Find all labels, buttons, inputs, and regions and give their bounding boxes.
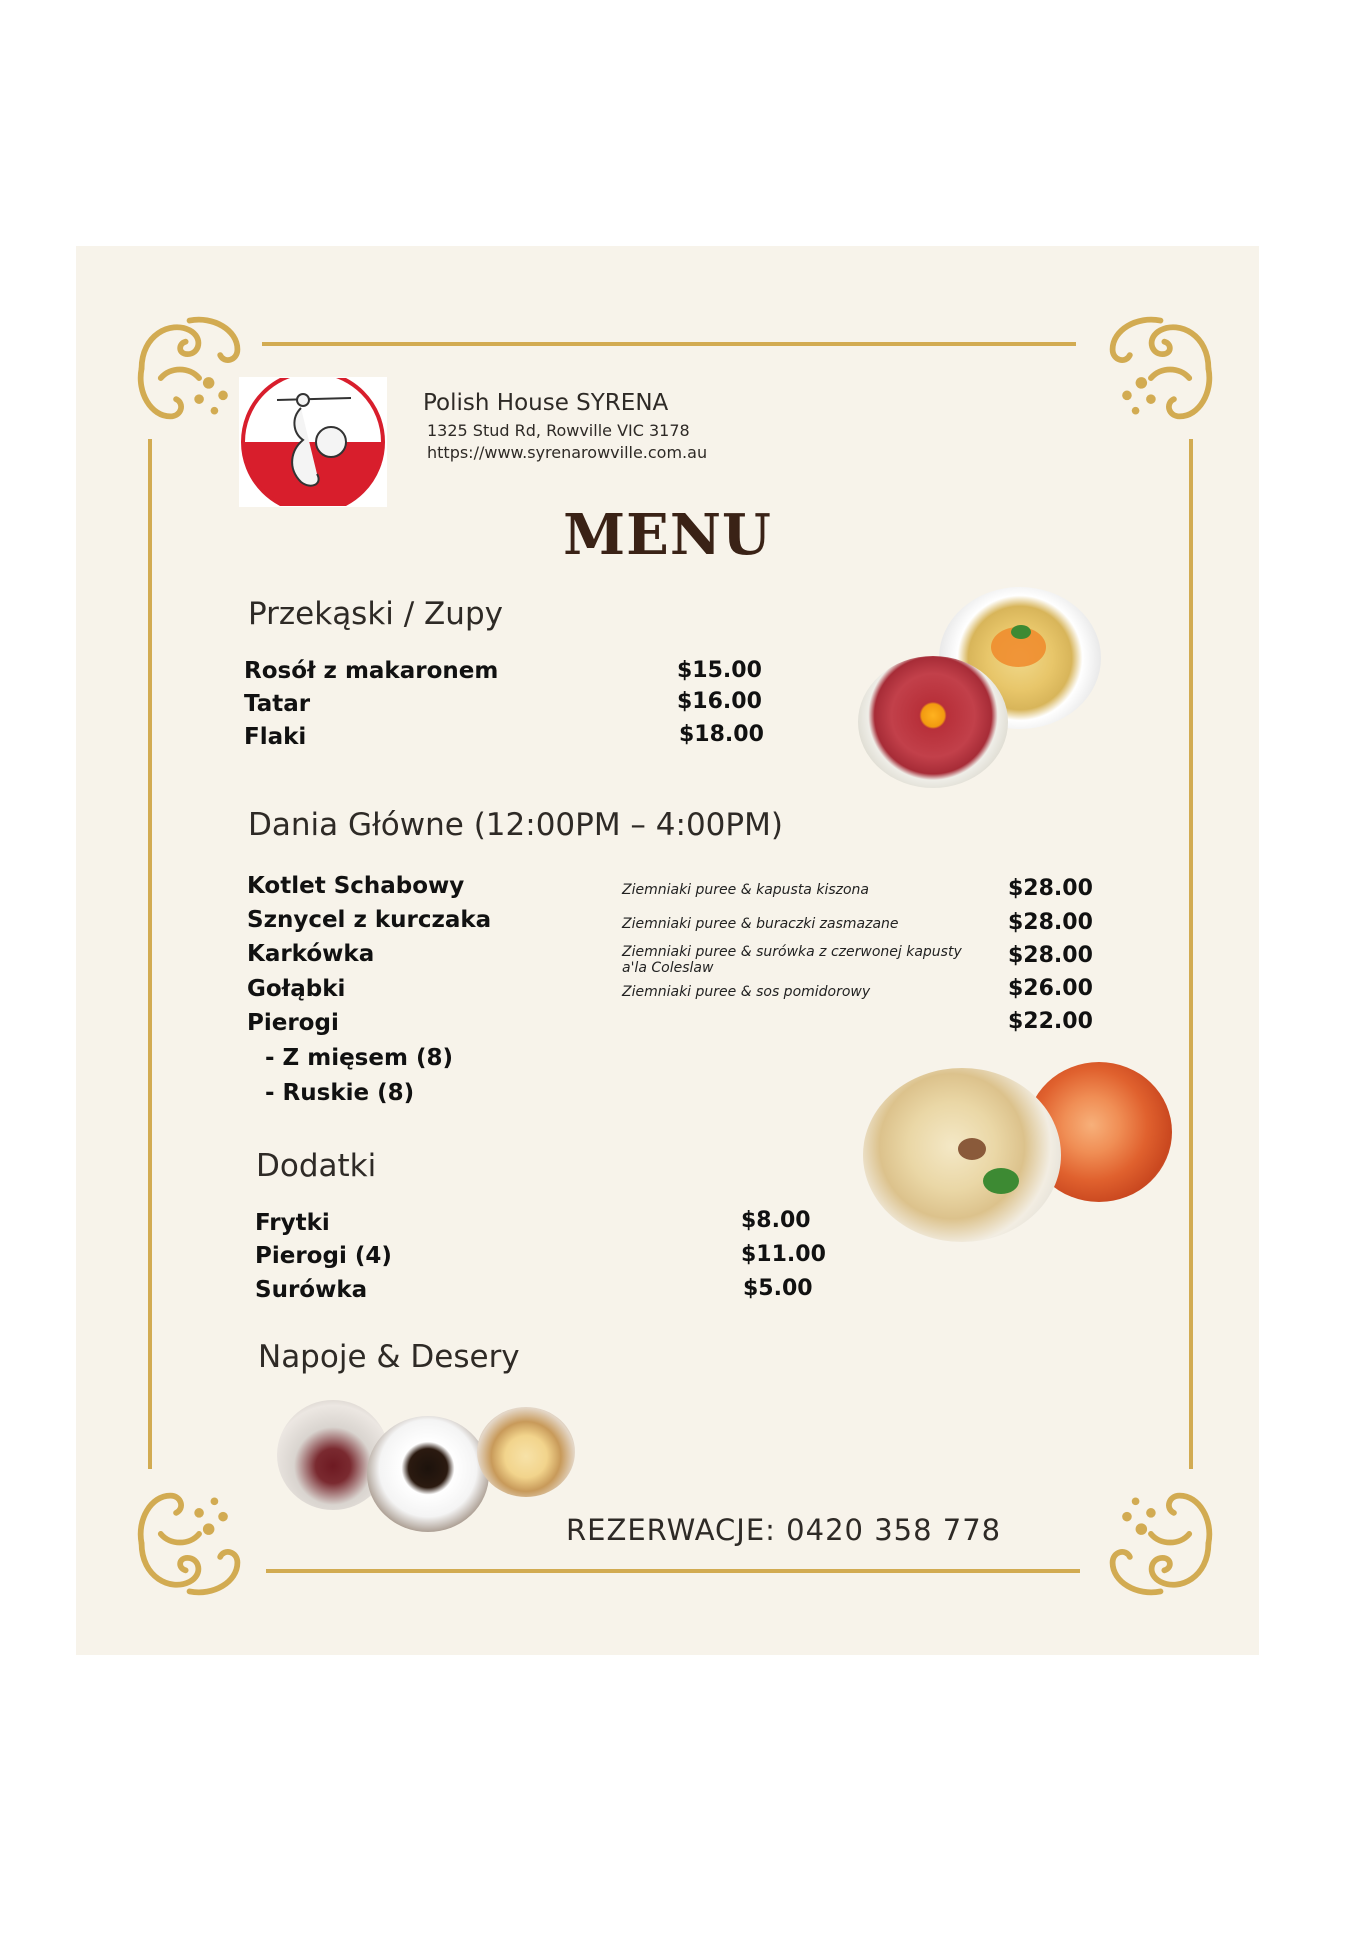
frame-left-line	[148, 439, 152, 1469]
menu-item-description: Ziemniaki puree & kapusta kiszona	[622, 882, 869, 898]
menu-item-price: $28.00	[1008, 943, 1093, 968]
logo-box	[239, 377, 387, 507]
reservation-phone[interactable]: REZERWACJE: 0420 358 778	[566, 1513, 1002, 1547]
flourish-ornament-icon	[132, 1486, 247, 1601]
menu-item-name: Flaki	[244, 724, 307, 750]
menu-item-price: $16.00	[677, 689, 762, 714]
flourish-ornament-icon	[132, 311, 247, 426]
cheesecake-photo	[477, 1407, 575, 1497]
menu-item-name: Kotlet Schabowy	[247, 873, 465, 899]
menu-sub-item: - Z mięsem (8)	[265, 1045, 453, 1071]
menu-item-name: Karkówka	[247, 941, 375, 967]
menu-item-name: Pierogi (4)	[255, 1243, 392, 1269]
menu-item-price: $8.00	[741, 1208, 811, 1233]
frame-top-line	[262, 342, 1076, 346]
menu-item-price: $11.00	[741, 1242, 826, 1267]
menu-item-name: Frytki	[255, 1210, 330, 1236]
frame-right-line	[1189, 439, 1193, 1469]
menu-item-name: Rosół z makaronem	[244, 658, 499, 684]
menu-item-price: $5.00	[743, 1276, 813, 1301]
section-title-drinks: Napoje & Desery	[258, 1339, 520, 1375]
menu-title: MENU	[563, 502, 772, 568]
flourish-ornament-icon	[1103, 1486, 1218, 1601]
menu-sub-item: - Ruskie (8)	[265, 1080, 415, 1106]
menu-item-name: Sznycel z kurczaka	[247, 907, 492, 933]
menu-card	[76, 246, 1259, 1655]
tartare-photo	[858, 656, 1008, 788]
restaurant-name: Polish House SYRENA	[423, 390, 669, 416]
menu-item-description: Ziemniaki puree & surówka z czerwonej kapusty a'la Coleslaw	[622, 944, 962, 976]
frame-bottom-line	[266, 1569, 1080, 1573]
menu-item-name: Pierogi	[247, 1010, 339, 1036]
menu-item-price: $18.00	[679, 722, 764, 747]
menu-item-price: $26.00	[1008, 976, 1093, 1001]
menu-item-description: Ziemniaki puree & sos pomidorowy	[622, 984, 871, 1000]
menu-item-description: Ziemniaki puree & buraczki zasmazane	[622, 916, 899, 932]
menu-item-price: $22.00	[1008, 1009, 1093, 1034]
menu-item-name: Tatar	[244, 691, 311, 717]
pierogi-photo	[863, 1068, 1061, 1242]
section-title-sides: Dodatki	[256, 1148, 377, 1184]
menu-item-price: $15.00	[677, 658, 762, 683]
section-title-appetizers: Przekąski / Zupy	[248, 596, 503, 632]
restaurant-address: 1325 Stud Rd, Rowville VIC 3178	[427, 421, 690, 440]
menu-item-price: $28.00	[1008, 876, 1093, 901]
restaurant-website[interactable]: https://www.syrenarowville.com.au	[427, 443, 708, 462]
section-title-mains: Dania Główne (12:00PM – 4:00PM)	[248, 807, 783, 843]
flourish-ornament-icon	[1103, 311, 1218, 426]
menu-item-name: Surówka	[255, 1277, 368, 1303]
menu-item-name: Gołąbki	[247, 976, 346, 1002]
mermaid-crest-logo-icon	[241, 378, 385, 506]
coffee-photo	[367, 1416, 489, 1532]
menu-item-price: $28.00	[1008, 910, 1093, 935]
